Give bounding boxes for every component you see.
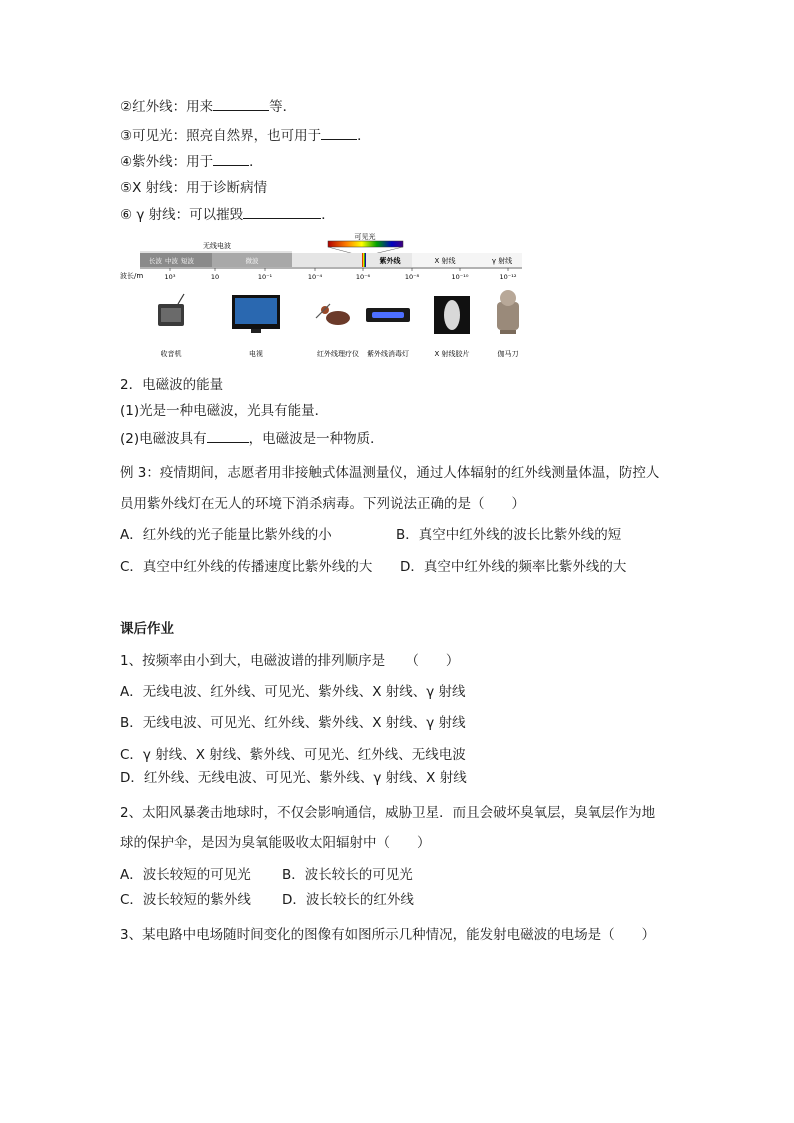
axis-ticks [165,268,517,281]
ex3-option-d[interactable]: D．真空中红外线的频率比紫外线的大 [400,559,627,575]
answer-blank[interactable] [213,152,249,166]
radio-wave-label: 无线电波 [203,242,231,250]
ex3-option-a[interactable]: A．红外线的光子能量比紫外线的小 [120,527,332,543]
visible-band [362,253,366,267]
answer-blank[interactable] [243,205,321,219]
q2-option-d[interactable]: D．波长较长的红外线 [282,892,414,908]
infrared-tail-text: 等． [269,99,297,115]
device-label: 收音机 [160,350,182,358]
q3-stem: 3、某电路中电场随时间变化的图像有如图所示几种情况，能发射电磁波的电场是（ ） [120,927,656,943]
gamma-knife-icon [497,290,519,334]
axis-tick-label: 10⁻⁴ [307,273,323,281]
example3-line2: 员用紫外线灯在无人的环境下消杀病毒。下列说法正确的是（ ） [120,496,525,512]
television-icon [232,295,280,333]
ex3-option-c[interactable]: C．真空中红外线的传播速度比紫外线的大 [120,559,373,575]
uv-use-line [120,152,263,171]
q1-option-c[interactable]: C．γ 射线、X 射线、紫外线、可见光、红外线、无线电波 [120,747,466,763]
section2-p1: (1)光是一种电磁波，光具有能量． [120,403,329,419]
q2-option-c[interactable]: C．波长较短的紫外线 [120,892,251,908]
example3-line1: 例 3：疫情期间，志愿者用非接触式体温测量仪，通过人体辐射的红外线测量体温，防控人 [120,465,660,481]
device-label: 电视 [249,350,263,358]
period: ． [249,154,263,170]
period: ． [321,207,335,223]
visible-light-label: 可见光 [354,233,376,241]
section2-p2-tail: ，电磁波是一种物质． [248,431,384,447]
q2-option-a[interactable]: A．波长较短的可见光 [120,867,251,883]
infrared-use-line [120,97,296,116]
infrared-band [292,253,362,267]
homework-title: 课后作业 [120,621,174,637]
axis-tick-label: 10⁻¹² [499,273,517,281]
device-label: 紫外线消毒灯 [367,350,409,358]
q1-option-b[interactable]: B．无线电波、可见光、红外线、紫外线、X 射线、γ 射线 [120,715,466,731]
long-wave-label: 长波 [149,257,162,265]
axis-tick-label: 10 [210,273,220,281]
uv-label: 紫外线 [379,257,401,265]
ex3-option-b[interactable]: B．真空中红外线的波长比紫外线的短 [396,527,622,543]
uv-lamp-icon [366,308,410,322]
uv-use-text: ④紫外线：用于 [120,154,214,170]
answer-blank[interactable] [207,429,249,443]
section2-p2-text: (2)电磁波具有 [120,431,207,447]
em-spectrum-figure [120,232,540,364]
q2-stem-line1: 2、太阳风暴袭击地球时，不仅会影响通信，威胁卫星．而且会破坏臭氧层，臭氧层作为地 [120,805,656,821]
section2-title: 2．电磁波的能量 [120,377,224,393]
answer-blank[interactable] [213,97,269,111]
device-labels [161,349,519,358]
axis-tick-label: 10⁻¹ [257,273,273,281]
axis-tick-label: 10⁻⁸ [404,273,420,281]
short-wave-label: 短波 [181,257,194,265]
microwave-label: 微波 [245,257,259,265]
q1-option-a[interactable]: A．无线电波、红外线、可见光、紫外线、X 射线、γ 射线 [120,684,466,700]
device-label: 伽马刀 [497,350,519,358]
section2-p2-line [120,429,384,448]
gamma-label: γ 射线 [491,257,513,265]
device-label: 红外线理疗仪 [317,350,359,358]
xray-label: X 射线 [434,257,456,265]
xray-use-line: ⑤X 射线：用于诊断病情 [120,180,268,196]
q2-option-b[interactable]: B．波长较长的可见光 [282,867,413,883]
xray-film-icon [434,296,470,334]
axis-tick-label: 10³ [164,273,176,281]
device-label: X 射线胶片 [434,350,470,358]
visible-light-bar [328,241,403,247]
infrared-use-text: ②红外线：用来 [120,99,214,115]
q1-option-d[interactable]: D．红外线、无线电波、可见光、紫外线、γ 射线、X 射线 [120,770,467,786]
answer-blank[interactable] [321,126,357,140]
gamma-use-text: ⑥ γ 射线：可以摧毁 [120,207,244,223]
axis-tick-label: 10⁻⁶ [355,273,371,281]
visible-use-text: ③可见光：照亮自然界，也可用于 [120,128,322,144]
radio-icon [158,294,184,326]
medium-wave-label: 中波 [165,257,178,265]
infrared-therapy-icon [316,304,350,325]
q1-stem: 1、按频率由小到大，电磁波谱的排列顺序是 （ ） [120,653,460,669]
period: ． [357,128,371,144]
axis-label: 波长/m [120,272,144,280]
visible-use-line [120,126,371,145]
gamma-use-line [120,205,335,224]
q2-stem-line2: 球的保护伞，是因为臭氧能吸收太阳辐射中（ ） [120,835,431,851]
axis-tick-label: 10⁻¹⁰ [451,273,469,281]
